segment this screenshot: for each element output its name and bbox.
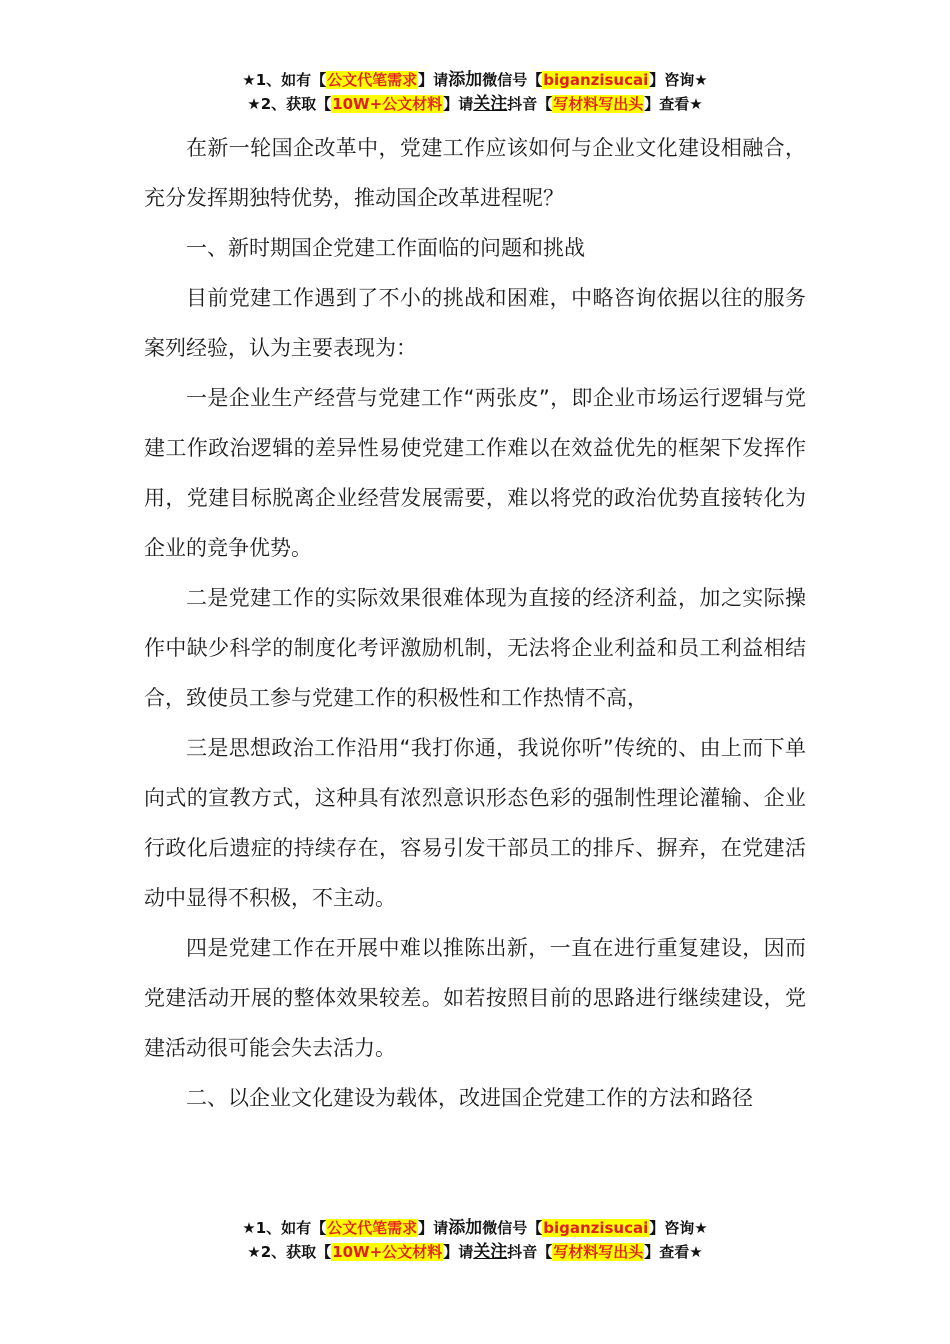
banner-line-2: [0, 1240, 950, 1264]
highlight-materials: 10W+公文材料: [332, 1243, 443, 1261]
star-icon: ★: [247, 1243, 261, 1261]
highlight-douyin-id: 写材料写出头: [553, 95, 644, 113]
banner-text: 】请: [443, 95, 474, 113]
highlight-materials: 10W+公文材料: [332, 95, 443, 113]
banner-text: 1、如有【: [255, 71, 327, 89]
paragraph-intro: 在新一轮国企改革中，党建工作应该如何与企业文化建设相融合，充分发挥期独特优势，推动国企改革进程呢？: [144, 136, 806, 210]
highlight-service: 公文代笔需求: [327, 1219, 418, 1237]
highlight-wechat-id: biganzisucai: [543, 71, 649, 89]
banner-line-2: [0, 92, 950, 116]
banner-text: 】请: [418, 71, 449, 89]
footer-banner: [0, 1216, 950, 1264]
banner-text: 微信号【: [482, 1219, 543, 1237]
banner-text: 抖音【: [507, 1243, 553, 1261]
paragraph-point-2: 二是党建工作的实际效果很难体现为直接的经济利益，加之实际操作中缺少科学的制度化考评激励机制，无法将企业利益和员工利益相结合，致使员工参与党建工作的积极性和工作热情不高，: [144, 586, 806, 710]
banner-text: 】请: [443, 1243, 474, 1261]
star-icon: ★: [242, 71, 256, 89]
banner-text: 2、获取【: [260, 1243, 332, 1261]
banner-text: 1、如有【: [255, 1219, 327, 1237]
banner-line-1: [0, 68, 950, 92]
banner-text: 】咨询★: [649, 71, 708, 89]
paragraph-summary: 目前党建工作遇到了不小的挑战和困难，中略咨询依据以往的服务案列经验，认为主要表现为：: [144, 286, 806, 360]
emphasis-text: 添加: [448, 70, 483, 90]
highlight-service: 公文代笔需求: [327, 71, 418, 89]
paragraph-point-1: 一是企业生产经营与党建工作“两张皮”，即企业市场运行逻辑与党建工作政治逻辑的差异性易使党建工作难以在效益优先的框架下发挥作用，党建目标脱离企业经营发展需要，难以将党的政治优势直接转化为企业的竞争优势。: [144, 386, 806, 560]
banner-text: 抖音【: [507, 95, 553, 113]
banner-text: 】查看★: [644, 1243, 703, 1261]
star-icon: ★: [247, 95, 261, 113]
emphasis-text: 添加: [448, 1218, 483, 1238]
banner-text: 微信号【: [482, 71, 543, 89]
section-heading-2: 二、以企业文化建设为载体，改进国企党建工作的方法和路径: [186, 1086, 753, 1110]
star-icon: ★: [242, 1219, 256, 1237]
banner-text: 】查看★: [644, 95, 703, 113]
paragraph-point-3: 三是思想政治工作沿用“我打你通，我说你听”传统的、由上而下单向式的宣教方式，这种具有浓烈意识形态色彩的强制性理论灌输、企业行政化后遗症的持续存在，容易引发干部员工的排斥、摒弃，在党建活动中显得不积极，不主动。: [144, 736, 806, 910]
header-banner: [0, 68, 950, 116]
emphasis-text: 关注: [473, 94, 508, 114]
banner-line-1: [0, 1216, 950, 1240]
banner-text: 】请: [418, 1219, 449, 1237]
highlight-douyin-id: 写材料写出头: [553, 1243, 644, 1261]
section-heading-1: 一、新时期国企党建工作面临的问题和挑战: [186, 236, 585, 260]
document-body: [144, 123, 806, 1123]
paragraph-point-4: 四是党建工作在开展中难以推陈出新，一直在进行重复建设，因而党建活动开展的整体效果较差。如若按照目前的思路进行继续建设，党建活动很可能会失去活力。: [144, 936, 806, 1060]
highlight-wechat-id: biganzisucai: [543, 1219, 649, 1237]
banner-text: 2、获取【: [260, 95, 332, 113]
emphasis-text: 关注: [473, 1242, 508, 1262]
banner-text: 】咨询★: [649, 1219, 708, 1237]
